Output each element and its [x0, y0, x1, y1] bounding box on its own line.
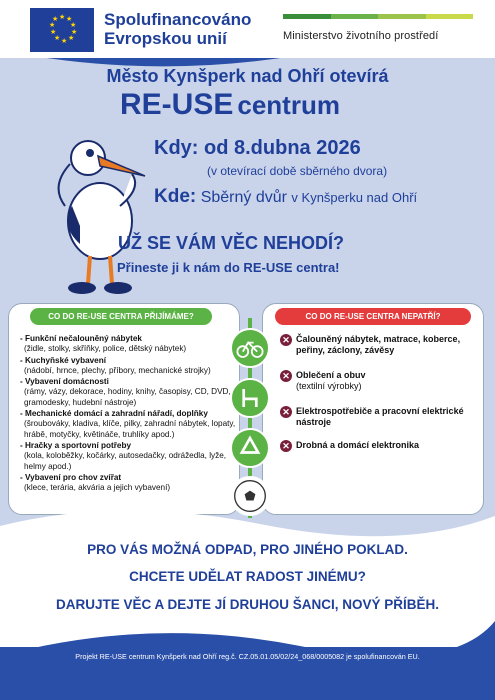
list-item — [20, 334, 236, 355]
accept-heading: CO DO RE-USE CENTRA PŘIJÍMÁME? — [30, 308, 212, 325]
svg-text:★: ★ — [54, 34, 61, 42]
svg-text:★: ★ — [50, 28, 57, 36]
list-item — [280, 440, 419, 452]
list-item — [20, 409, 236, 440]
reject-heading: CO DO RE-USE CENTRA NEPATŘÍ? — [275, 308, 471, 325]
eu-flag-icon — [30, 8, 94, 52]
svg-text:★: ★ — [68, 34, 75, 42]
accept-item-desc: (klece, terária, akvária a jejich vybavení) — [24, 483, 171, 493]
header-bar — [0, 0, 495, 58]
reject-item-title: Elektrospotřebiče a pracovní elektrické nástroje — [296, 406, 464, 427]
accept-item-desc: (židle, stolky, skříňky, police, dětský nábytek) — [24, 344, 187, 354]
eu-funding-text — [104, 10, 251, 48]
accept-item-desc: (šroubováky, kladiva, klíče, pilky, zahradní nábytek, lopaty, hrábě, motyčky, květináče, truhlíky apod.) — [24, 419, 236, 439]
accept-item-title: - Funkční nečalouněný nábytek — [20, 334, 142, 343]
headline-centrum: centrum — [237, 90, 340, 120]
svg-text:★: ★ — [66, 15, 73, 23]
cross-icon: ✕ — [280, 406, 292, 418]
slogan-2: CHCETE UDĚLAT RADOST JINÉMU? — [129, 569, 366, 584]
bicycle-icon — [230, 328, 270, 368]
slogan-1: PRO VÁS MOŽNÁ ODPAD, PRO JINÉHO POKLAD. — [87, 542, 408, 557]
where-line — [154, 186, 417, 208]
reject-item-title: Oblečení a obuv — [296, 370, 366, 380]
accept-item-title: - Hračky a sportovní potřeby — [20, 440, 132, 450]
ministry-color-bars — [283, 14, 473, 19]
svg-text:★: ★ — [71, 28, 78, 36]
list-item — [20, 356, 236, 377]
ministry-logo — [283, 14, 473, 46]
list-item — [280, 370, 366, 392]
eu-line1: Spolufinancováno — [104, 10, 252, 29]
where-place: Sběrný dvůr — [200, 189, 287, 206]
accept-item-title: - Vybavení pro chov zvířat — [20, 472, 122, 482]
list-item — [280, 334, 480, 356]
svg-text:★: ★ — [59, 13, 66, 21]
svg-text:★: ★ — [52, 15, 59, 23]
list-item — [20, 441, 236, 472]
list-item — [20, 377, 236, 408]
accept-list — [20, 334, 236, 494]
cross-icon: ✕ — [280, 370, 292, 382]
when-sub: (v otevírací době sběrného dvora) — [207, 164, 388, 178]
accept-item-title: - Mechanické domácí a zahradní nářadí, doplňky — [20, 409, 208, 419]
accept-item-desc: (kola, koloběžky, kočárky, autosedačky, odrážedla, lyže, helmy apod.) — [24, 451, 227, 471]
reject-item-desc: (textilní výrobky) — [296, 381, 362, 391]
cross-icon: ✕ — [280, 334, 292, 346]
list-item — [20, 473, 236, 494]
icon-column — [230, 318, 270, 518]
where-rest: v Kynšperku nad Ohří — [291, 190, 418, 205]
ministry-name: Ministerstvo životního prostředí — [283, 30, 439, 42]
svg-text:★: ★ — [49, 21, 56, 29]
chair-icon — [230, 378, 270, 418]
headline-line1: Město Kynšperk nad Ohří otevírá — [106, 66, 389, 86]
recycle-icon — [230, 428, 270, 468]
headline-reuse: RE-USE — [120, 88, 234, 121]
accept-item-desc: (nádobí, hrnce, plechy, příbory, mechanické strojky) — [24, 365, 211, 375]
headline-main — [120, 88, 420, 122]
reject-item-title: Drobná a domácí elektronika — [296, 440, 420, 450]
accept-item-title: - Vybavení domácnosti — [20, 377, 109, 387]
when-label: Kdy: od 8.dubna 2026 — [154, 137, 361, 159]
cta-title: UŽ SE VÁM VĚC NEHODÍ? — [118, 233, 345, 253]
accept-item-desc: (rámy, vázy, dekorace, hodiny, knihy, časopisy, CD, DVD, gramodesky, hudební nástroje) — [24, 387, 231, 407]
slogan-3: DARUJTE VĚC A DEJTE JÍ DRUHOU ŠANCI, NOVÝ PŘÍBĚH. — [55, 597, 440, 612]
reject-item-title: Čalouněný nábytek, matrace, koberce, peřiny, záclony, závěsy — [296, 334, 461, 355]
accept-item-title: - Kuchyňské vybavení — [20, 355, 107, 365]
cta-sub: Přineste ji k nám do RE-USE centra! — [117, 260, 340, 275]
svg-text:★: ★ — [61, 37, 68, 45]
svg-text:★: ★ — [70, 21, 77, 29]
list-item — [280, 406, 480, 428]
eu-line2: Evropskou unií — [104, 29, 227, 48]
footer-text: Projekt RE-USE centrum Kynšperk nad Ohří reg.č. CZ.05.01.05/02/24_068/0005082 je spolufinancován EU. — [75, 652, 420, 661]
cross-icon: ✕ — [280, 440, 292, 452]
where-label: Kde: — [154, 186, 197, 207]
